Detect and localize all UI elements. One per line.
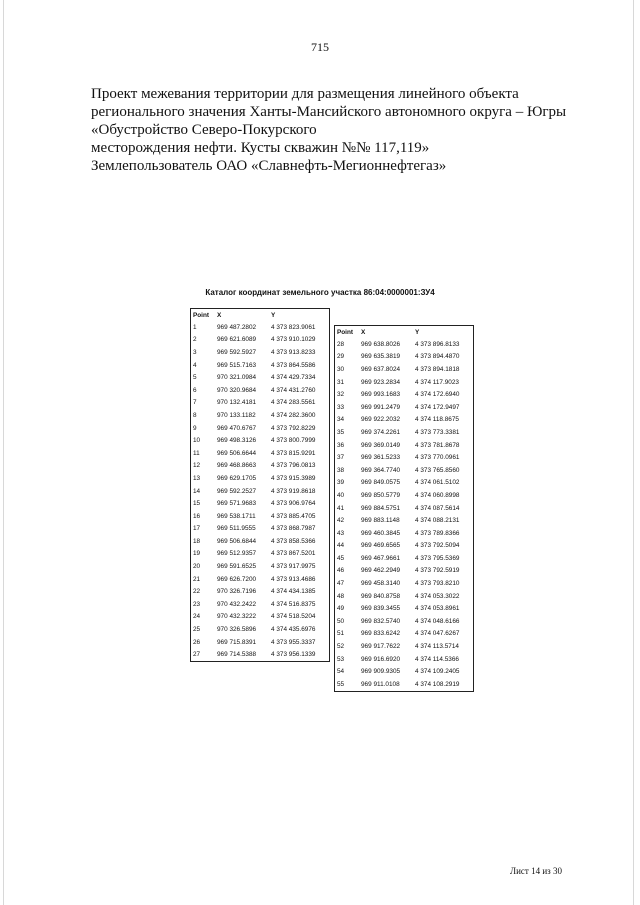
table-row (191, 334, 329, 347)
cell-y: 4 374 431.2760 (271, 386, 316, 394)
table-row (335, 451, 473, 464)
table-row (335, 363, 473, 376)
table-row (191, 321, 329, 334)
cell-y: 4 374 109.2405 (415, 668, 460, 676)
cell-y: 4 373 955.3337 (271, 638, 316, 646)
cell-point: 4 (193, 361, 197, 369)
table-row (191, 472, 329, 485)
cell-y: 4 374 053.3022 (415, 592, 460, 600)
cell-point: 54 (337, 668, 345, 676)
table-row (191, 648, 329, 661)
cell-y: 4 374 048.6166 (415, 617, 460, 625)
cell-point: 44 (337, 542, 345, 550)
cell-y: 4 373 770.0961 (415, 454, 460, 462)
cell-point: 47 (337, 580, 345, 588)
cell-x: 969 506.6644 (217, 449, 257, 457)
cell-y: 4 374 518.5204 (271, 613, 316, 621)
cell-point: 48 (337, 592, 345, 600)
title-line: «Обустройство Северо-Покурского (91, 122, 317, 138)
table-row (191, 623, 329, 636)
table-row (335, 678, 473, 691)
cell-point: 42 (337, 517, 345, 525)
title-line: месторождения нефти. Кусты скважин №№ 117,119» (91, 140, 430, 156)
table-row (335, 489, 473, 502)
cell-point: 50 (337, 617, 345, 625)
cell-point: 23 (193, 600, 201, 608)
table-row (191, 397, 329, 410)
cell-point: 52 (337, 643, 345, 651)
cell-y: 4 373 885.4705 (271, 512, 316, 520)
cell-x: 969 923.2834 (361, 378, 401, 386)
cell-x: 969 715.8391 (217, 638, 257, 646)
table-row (191, 371, 329, 384)
cell-point: 33 (337, 403, 345, 411)
table-row (191, 636, 329, 649)
cell-y: 4 373 823.9061 (271, 323, 316, 331)
cell-x: 970 321.0984 (217, 374, 257, 382)
table-row (335, 602, 473, 615)
title-line: Землепользователь ОАО «Славнефть-Мегионнефтегаз» (91, 158, 447, 174)
cell-x: 969 637.8024 (361, 365, 401, 373)
table-row (335, 540, 473, 553)
cell-y: 4 373 868.7987 (271, 525, 316, 533)
cell-y: 4 373 894.4870 (415, 353, 460, 361)
cell-x: 970 326.7196 (217, 588, 257, 596)
cell-point: 38 (337, 466, 345, 474)
cell-x: 969 917.7622 (361, 643, 401, 651)
table-row (191, 447, 329, 460)
header-point: Point (193, 311, 209, 319)
table-row (191, 523, 329, 536)
cell-point: 5 (193, 374, 197, 382)
table-row (335, 414, 473, 427)
cell-point: 45 (337, 554, 345, 562)
cell-point: 1 (193, 323, 197, 331)
cell-x: 969 911.0108 (361, 680, 400, 688)
cell-y: 4 373 800.7999 (271, 437, 316, 445)
scan-edge-left (3, 0, 4, 905)
cell-y: 4 373 896.8133 (415, 340, 460, 348)
cell-y: 4 373 781.8678 (415, 441, 460, 449)
cell-x: 969 512.9357 (217, 550, 257, 558)
cell-y: 4 373 792.8229 (271, 424, 316, 432)
table-row (335, 477, 473, 490)
table-row (335, 426, 473, 439)
cell-point: 13 (193, 474, 201, 482)
table-row (191, 384, 329, 397)
cell-point: 10 (193, 437, 201, 445)
cell-point: 35 (337, 428, 345, 436)
cell-x: 969 458.3140 (361, 580, 401, 588)
cell-x: 970 326.5896 (217, 626, 257, 634)
table-row (335, 338, 473, 351)
cell-x: 969 592.2527 (217, 487, 257, 495)
cell-y: 4 374 053.8961 (415, 605, 460, 613)
cell-y: 4 373 913.8233 (271, 348, 316, 356)
scan-edge-right (633, 0, 634, 905)
coordinates-table-right-body (335, 326, 473, 691)
table-row (335, 401, 473, 414)
cell-point: 36 (337, 441, 345, 449)
table-row (191, 611, 329, 624)
cell-point: 9 (193, 424, 197, 432)
table-row (191, 560, 329, 573)
cell-x: 969 884.5751 (361, 504, 401, 512)
header-x: X (217, 311, 222, 319)
cell-x: 969 714.5388 (217, 651, 257, 659)
sheet-info: Лист 14 из 30 (510, 866, 562, 876)
cell-x: 969 364.7740 (361, 466, 401, 474)
table-row (335, 388, 473, 401)
cell-y: 4 373 917.9975 (271, 563, 316, 571)
cell-x: 969 470.6767 (217, 424, 257, 432)
cell-y: 4 374 087.5614 (415, 504, 460, 512)
cell-x: 969 991.2479 (361, 403, 401, 411)
cell-point: 29 (337, 353, 345, 361)
cell-x: 969 840.8758 (361, 592, 401, 600)
cell-x: 969 621.6089 (217, 336, 257, 344)
title-line: регионального значения Ханты-Мансийского автономного округа – Югры (91, 104, 567, 120)
table-row (335, 514, 473, 527)
cell-point: 30 (337, 365, 345, 373)
cell-x: 970 320.9684 (217, 386, 257, 394)
cell-point: 16 (193, 512, 201, 520)
cell-x: 969 374.2261 (361, 428, 401, 436)
title-line: Проект межевания территории для размещения линейного объекта (91, 86, 519, 102)
table-row (335, 653, 473, 666)
coordinates-table-left (190, 308, 330, 662)
cell-y: 4 373 815.9291 (271, 449, 316, 457)
cell-point: 49 (337, 605, 345, 613)
cell-x: 969 638.8026 (361, 340, 401, 348)
cell-x: 969 515.7163 (217, 361, 257, 369)
cell-point: 41 (337, 504, 345, 512)
cell-y: 4 374 088.2131 (415, 517, 460, 525)
header-y: Y (271, 311, 276, 319)
cell-y: 4 374 516.8375 (271, 600, 316, 608)
cell-point: 55 (337, 680, 345, 688)
cell-point: 12 (193, 462, 201, 470)
coordinates-table-right (334, 325, 474, 692)
cell-point: 26 (193, 638, 201, 646)
cell-x: 969 922.2032 (361, 416, 401, 424)
cell-y: 4 374 061.5102 (415, 479, 460, 487)
cell-y: 4 373 765.8560 (415, 466, 460, 474)
cell-y: 4 373 773.3381 (415, 428, 460, 436)
cell-y: 4 374 172.9497 (415, 403, 460, 411)
cell-y: 4 373 894.1818 (415, 365, 460, 373)
table-row (335, 565, 473, 578)
cell-x: 969 629.1705 (217, 474, 257, 482)
table-row (335, 628, 473, 641)
table-row (191, 510, 329, 523)
cell-x: 969 626.7200 (217, 575, 257, 583)
cell-y: 4 374 108.2919 (415, 680, 460, 688)
cell-y: 4 373 910.1029 (271, 336, 316, 344)
cell-y: 4 374 118.8675 (415, 416, 459, 424)
cell-point: 46 (337, 567, 345, 575)
cell-y: 4 373 796.0813 (271, 462, 316, 470)
cell-x: 970 133.1182 (217, 411, 256, 419)
table-row (335, 640, 473, 653)
table-row (335, 665, 473, 678)
table-row (191, 535, 329, 548)
cell-x: 969 849.0575 (361, 479, 401, 487)
cell-y: 4 373 792.5919 (415, 567, 460, 575)
cell-y: 4 373 789.8366 (415, 529, 460, 537)
table-row (335, 590, 473, 603)
table-row (335, 552, 473, 565)
cell-x: 969 487.2802 (217, 323, 257, 331)
cell-point: 2 (193, 336, 197, 344)
cell-y: 4 374 282.3600 (271, 411, 316, 419)
cell-x: 969 571.9683 (217, 500, 257, 508)
table-row (191, 573, 329, 586)
cell-x: 969 468.8663 (217, 462, 257, 470)
cell-y: 4 374 047.6267 (415, 630, 460, 638)
cell-x: 969 361.5233 (361, 454, 401, 462)
cell-y: 4 373 956.1339 (271, 651, 316, 659)
table-row (191, 409, 329, 422)
cell-x: 969 839.3455 (361, 605, 401, 613)
cell-y: 4 373 913.4686 (271, 575, 316, 583)
table-row (191, 422, 329, 435)
cell-x: 969 592.5927 (217, 348, 257, 356)
cell-y: 4 374 283.5561 (271, 399, 316, 407)
table-row (335, 615, 473, 628)
cell-point: 20 (193, 563, 201, 571)
cell-point: 53 (337, 655, 345, 663)
table-row (191, 359, 329, 372)
cell-x: 969 850.5779 (361, 491, 401, 499)
cell-point: 18 (193, 537, 201, 545)
cell-y: 4 374 434.1385 (271, 588, 316, 596)
table-header-row (335, 326, 473, 338)
table-row (191, 346, 329, 359)
cell-x: 969 635.3819 (361, 353, 401, 361)
coordinates-table-left-body (191, 309, 329, 661)
cell-point: 8 (193, 411, 197, 419)
cell-y: 4 373 919.8618 (271, 487, 316, 495)
header-point: Point (337, 328, 353, 336)
table-row (191, 485, 329, 498)
table-row (191, 434, 329, 447)
cell-x: 969 460.3845 (361, 529, 401, 537)
cell-x: 969 916.6920 (361, 655, 401, 663)
table-row (191, 460, 329, 473)
cell-x: 970 432.2422 (217, 600, 257, 608)
header-x: X (361, 328, 366, 336)
cell-point: 43 (337, 529, 345, 537)
cell-point: 3 (193, 348, 197, 356)
cell-point: 31 (337, 378, 345, 386)
cell-x: 969 993.1683 (361, 391, 401, 399)
cell-x: 969 591.6525 (217, 563, 257, 571)
cell-point: 27 (193, 651, 201, 659)
cell-y: 4 373 793.8210 (415, 580, 460, 588)
cell-point: 28 (337, 340, 345, 348)
cell-point: 39 (337, 479, 345, 487)
cell-y: 4 374 172.6940 (415, 391, 460, 399)
cell-x: 969 833.6242 (361, 630, 401, 638)
cell-y: 4 373 795.5369 (415, 554, 460, 562)
header-y: Y (415, 328, 420, 336)
cell-point: 51 (337, 630, 345, 638)
cell-point: 25 (193, 626, 201, 634)
cell-point: 21 (193, 575, 201, 583)
table-row (335, 577, 473, 590)
table-row (335, 502, 473, 515)
cell-y: 4 374 429.7334 (271, 374, 316, 382)
cell-point: 19 (193, 550, 201, 558)
cell-point: 32 (337, 391, 345, 399)
cell-x: 969 538.1711 (217, 512, 256, 520)
cell-x: 969 369.0149 (361, 441, 401, 449)
cell-x: 969 909.9305 (361, 668, 401, 676)
table-row (335, 376, 473, 389)
cell-y: 4 373 858.5366 (271, 537, 316, 545)
cell-y: 4 374 113.5714 (415, 643, 459, 651)
cell-point: 40 (337, 491, 345, 499)
cell-y: 4 373 792.5094 (415, 542, 460, 550)
cell-point: 6 (193, 386, 197, 394)
cell-point: 34 (337, 416, 345, 424)
table-row (191, 585, 329, 598)
cell-point: 17 (193, 525, 201, 533)
catalog-title: Каталог координат земельного участка 86:04:0000001:ЗУ4 (205, 288, 435, 297)
document-title (91, 85, 567, 175)
cell-point: 22 (193, 588, 201, 596)
cell-y: 4 374 117.9023 (415, 378, 459, 386)
cell-y: 4 374 435.6976 (271, 626, 316, 634)
cell-x: 969 832.5740 (361, 617, 401, 625)
cell-x: 969 467.9661 (361, 554, 401, 562)
cell-point: 15 (193, 500, 201, 508)
cell-x: 969 462.2949 (361, 567, 401, 575)
cell-y: 4 374 060.8998 (415, 491, 460, 499)
table-row (335, 439, 473, 452)
table-row (335, 351, 473, 364)
table-header-row (191, 309, 329, 321)
cell-x: 969 883.1148 (361, 517, 400, 525)
cell-y: 4 373 864.5586 (271, 361, 316, 369)
table-row (335, 527, 473, 540)
table-row (191, 548, 329, 561)
cell-y: 4 373 867.5201 (271, 550, 316, 558)
cell-x: 970 132.4181 (217, 399, 257, 407)
table-row (191, 598, 329, 611)
table-row (191, 497, 329, 510)
page-number: 715 (311, 40, 329, 54)
cell-y: 4 373 906.9764 (271, 500, 316, 508)
cell-x: 969 498.3126 (217, 437, 257, 445)
cell-y: 4 373 915.3989 (271, 474, 316, 482)
cell-x: 969 469.6565 (361, 542, 401, 550)
cell-y: 4 374 114.5366 (415, 655, 459, 663)
cell-point: 7 (193, 399, 197, 407)
cell-x: 969 511.9555 (217, 525, 256, 533)
cell-x: 970 432.3222 (217, 613, 257, 621)
cell-point: 37 (337, 454, 345, 462)
cell-point: 24 (193, 613, 201, 621)
cell-point: 11 (193, 449, 200, 457)
cell-point: 14 (193, 487, 201, 495)
cell-x: 969 506.6844 (217, 537, 257, 545)
table-row (335, 464, 473, 477)
